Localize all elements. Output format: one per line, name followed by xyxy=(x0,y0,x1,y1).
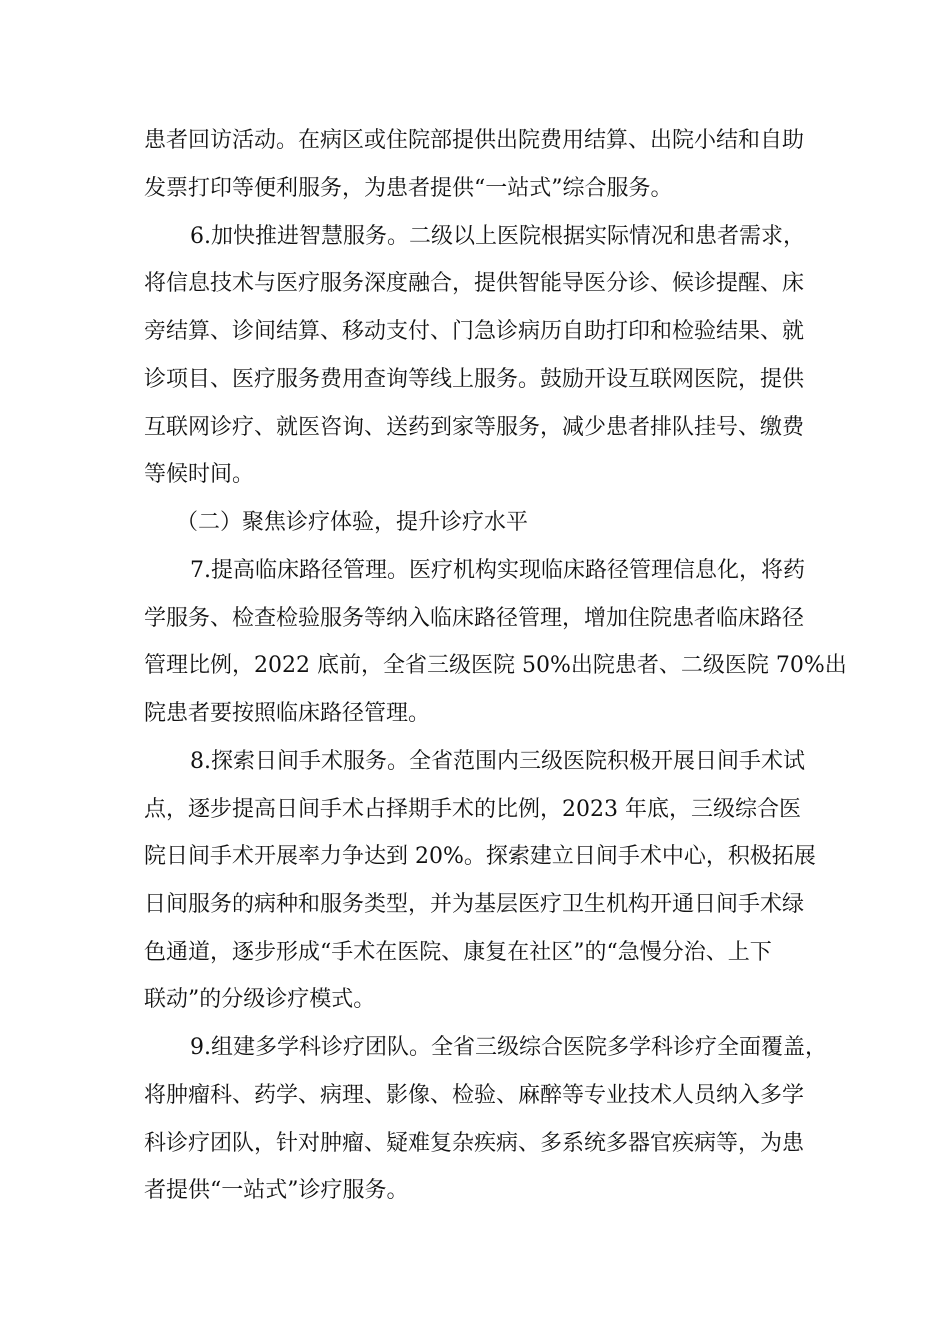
section-heading: （二）聚焦诊疗体验，提升诊疗水平 xyxy=(176,510,529,535)
text-line: 日间服务的病种和服务类型，并为基层医疗卫生机构开通日间手术绿 xyxy=(144,892,805,917)
text-line: 等候时间。 xyxy=(144,462,255,487)
paragraph-9-heading-line: 9.组建多学科诊疗团队。全省三级综合医院多学科诊疗全面覆盖， xyxy=(190,1035,827,1060)
text-line: 院日间手术开展率力争达到 20%。探索建立日间手术中心，积极拓展 xyxy=(144,844,816,869)
text-line: 院患者要按照临床路径管理。 xyxy=(144,701,431,726)
text-line: 联动”的分级诊疗模式。 xyxy=(144,987,376,1012)
text-line: 互联网诊疗、就医咨询、送药到家等服务，减少患者排队挂号、缴费 xyxy=(144,415,805,440)
text-line: 发票打印等便利服务，为患者提供“一站式”综合服务。 xyxy=(144,176,673,201)
paragraph-6-heading-line: 6.加快推进智慧服务。二级以上医院根据实际情况和患者需求， xyxy=(190,224,805,249)
text-line: 诊项目、医疗服务费用查询等线上服务。鼓励开设互联网医院，提供 xyxy=(144,367,805,392)
text-line: 点，逐步提高日间手术占择期手术的比例，2023 年底，三级综合医 xyxy=(144,797,801,822)
text-line: 科诊疗团队，针对肿瘤、疑难复杂疾病、多系统多器官疾病等，为患 xyxy=(144,1131,805,1156)
text-line: 将信息技术与医疗服务深度融合，提供智能导医分诊、候诊提醒、床 xyxy=(144,271,805,296)
text-line: 患者回访活动。在病区或住院部提供出院费用结算、出院小结和自助 xyxy=(144,128,805,153)
paragraph-8-heading-line: 8.探索日间手术服务。全省范围内三级医院积极开展日间手术试 xyxy=(190,749,805,774)
paragraph-7-heading-line: 7.提高临床路径管理。医疗机构实现临床路径管理信息化，将药 xyxy=(190,558,805,583)
text-line: 将肿瘤科、药学、病理、影像、检验、麻醉等专业技术人员纳入多学 xyxy=(144,1083,805,1108)
text-line: 管理比例，2022 底前，全省三级医院 50%出院患者、二级医院 70%出 xyxy=(144,653,847,678)
text-line: 者提供“一站式”诊疗服务。 xyxy=(144,1178,409,1203)
text-line: 色通道，逐步形成“手术在医院、康复在社区”的“急慢分治、上下 xyxy=(144,940,772,965)
text-line: 旁结算、诊间结算、移动支付、门急诊病历自助打印和检验结果、就 xyxy=(144,319,805,344)
text-line: 学服务、检查检验服务等纳入临床路径管理，增加住院患者临床路径 xyxy=(144,606,805,631)
